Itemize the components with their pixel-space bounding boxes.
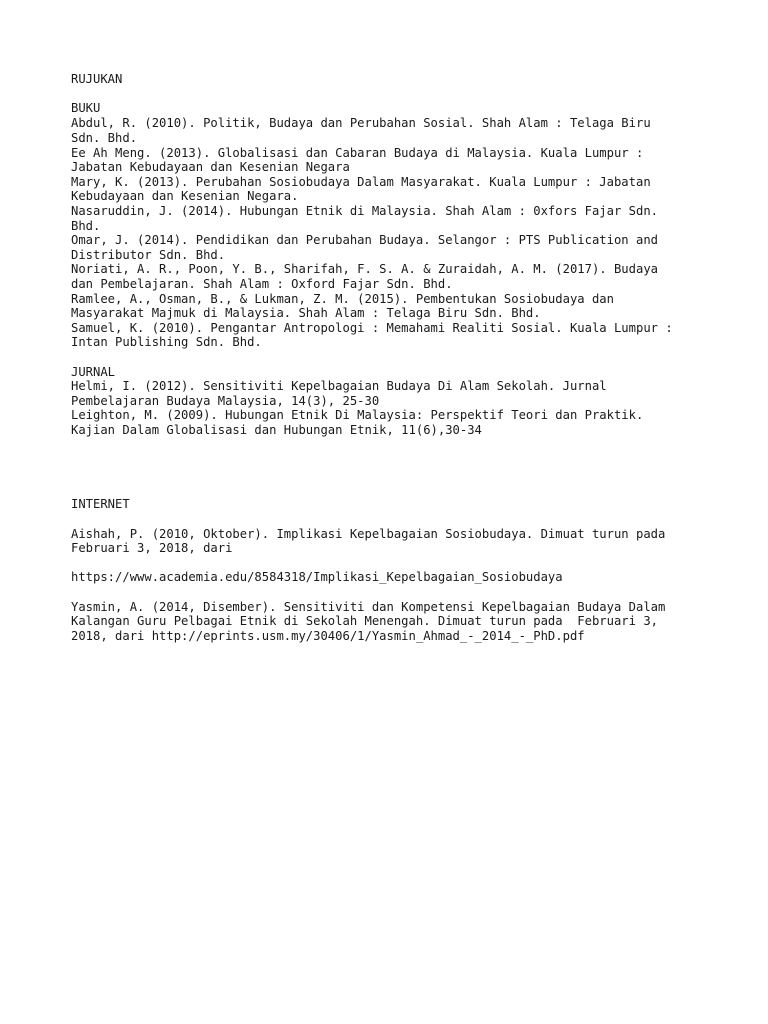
reference-line: Sdn. Bhd. — [71, 131, 138, 145]
reference-line: Samuel, K. (2010). Pengantar Antropologi : Memahami Realiti Sosial. Kuala Lumpur : — [71, 321, 673, 335]
reference-line: Ee Ah Meng. (2013). Globalisasi dan Cabaran Budaya di Malaysia. Kuala Lumpur : — [71, 146, 644, 160]
reference-url: https://www.academia.edu/8584318/Implikasi_Kepelbagaian_Sosiobudaya — [71, 570, 563, 584]
reference-line: Aishah, P. (2010, Oktober). Implikasi Kepelbagaian Sosiobudaya. Dimuat turun pada — [71, 527, 666, 541]
section-heading-jurnal: JURNAL — [71, 365, 116, 379]
reference-line: Noriati, A. R., Poon, Y. B., Sharifah, F. S. A. & Zuraidah, A. M. (2017). Budaya — [71, 262, 658, 276]
section-heading-internet: INTERNET — [71, 497, 130, 511]
section-heading-buku: BUKU — [71, 101, 101, 115]
reference-line: Yasmin, A. (2014, Disember). Sensitiviti dan Kompetensi Kepelbagaian Budaya Dalam — [71, 600, 666, 614]
reference-line: Kajian Dalam Globalisasi dan Hubungan Etnik, 11(6),30-34 — [71, 423, 482, 437]
reference-line: Distributor Sdn. Bhd. — [71, 248, 226, 262]
reference-line: Masyarakat Majmuk di Malaysia. Shah Alam : Telaga Biru Sdn. Bhd. — [71, 306, 541, 320]
reference-line: Kebudayaan dan Kesenian Negara. — [71, 189, 299, 203]
reference-line: Leighton, M. (2009). Hubungan Etnik Di Malaysia: Perspektif Teori dan Praktik. — [71, 408, 644, 422]
reference-line: Jabatan Kebudayaan dan Kesenian Negara — [71, 160, 350, 174]
reference-line: Omar, J. (2014). Pendidikan dan Perubahan Budaya. Selangor : PTS Publication and — [71, 233, 658, 247]
reference-line: 2018, dari http://eprints.usm.my/30406/1/Yasmin_Ahmad_-_2014_-_PhD.pdf — [71, 629, 585, 643]
reference-line: Mary, K. (2013). Perubahan Sosiobudaya Dalam Masyarakat. Kuala Lumpur : Jabatan — [71, 175, 651, 189]
reference-line: dan Pembelajaran. Shah Alam : Oxford Fajar Sdn. Bhd. — [71, 277, 453, 291]
reference-line: Nasaruddin, J. (2014). Hubungan Etnik di Malaysia. Shah Alam : 0xfors Fajar Sdn. — [71, 204, 658, 218]
reference-line: Februari 3, 2018, dari — [71, 541, 233, 555]
reference-line: Ramlee, A., Osman, B., & Lukman, Z. M. (2015). Pembentukan Sosiobudaya dan — [71, 292, 614, 306]
reference-line: Bhd. — [71, 219, 101, 233]
reference-line: Pembelajaran Budaya Malaysia, 14(3), 25-30 — [71, 394, 380, 408]
reference-line: Intan Publishing Sdn. Bhd. — [71, 335, 262, 349]
page-title: RUJUKAN — [71, 72, 123, 86]
reference-line: Kalangan Guru Pelbagai Etnik di Sekolah Menengah. Dimuat turun pada Februari 3, — [71, 614, 658, 628]
reference-line: Abdul, R. (2010). Politik, Budaya dan Perubahan Sosial. Shah Alam : Telaga Biru — [71, 116, 651, 130]
reference-line: Helmi, I. (2012). Sensitiviti Kepelbagaian Budaya Di Alam Sekolah. Jurnal — [71, 379, 607, 393]
